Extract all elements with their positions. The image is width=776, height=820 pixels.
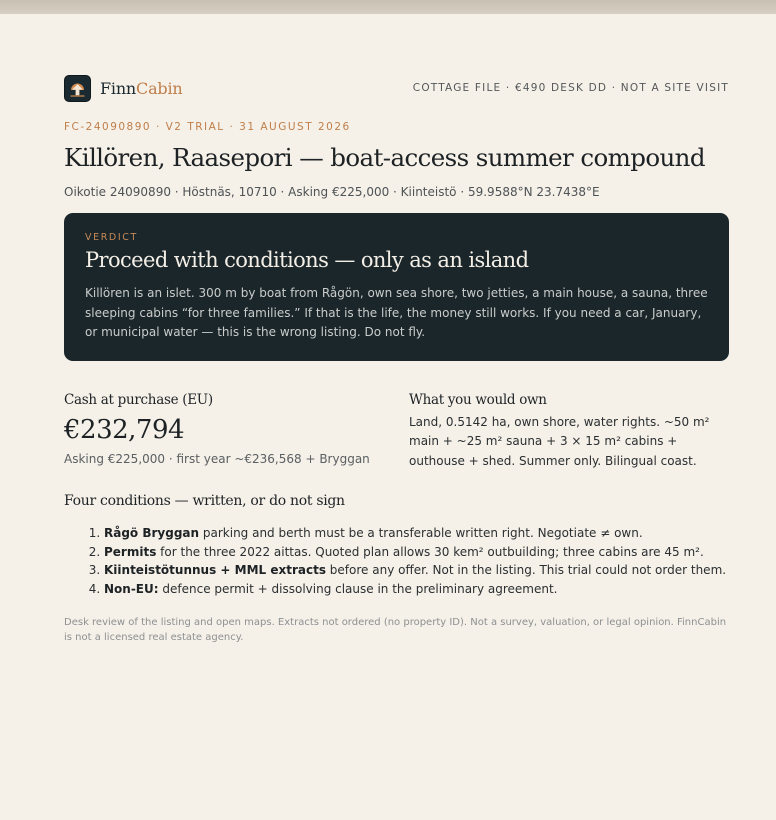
cabin-sunrise-logo-icon bbox=[64, 75, 91, 102]
listing-subline: Oikotie 24090890 · Höstnäs, 10710 · Asking €225,000 · Kiinteistö · 59.9588°N 23.7438°E bbox=[64, 185, 600, 200]
brand[interactable] bbox=[64, 75, 182, 102]
condition-text: for the three 2022 aittas. Quoted plan allows 30 kem² outbuilding; three cabins are 45 m². bbox=[156, 544, 704, 559]
brand-name-part1: Finn bbox=[100, 78, 137, 98]
own-section bbox=[409, 392, 729, 472]
condition-text: defence permit + dissolving clause in the preliminary agreement. bbox=[158, 581, 558, 596]
page-title: Killören, Raasepori — boat-access summer compound bbox=[64, 143, 705, 172]
conditions-heading: Four conditions — written, or do not sign bbox=[64, 493, 345, 510]
verdict-body: Killören is an islet. 300 m by boat from Rågön, own sea shore, two jetties, a main house, a sauna, three sleeping cabins “for three families.” If that is the life, the money still works. If you need a car, January, or municipal water — this is the wrong listing. Do not fly. bbox=[85, 286, 708, 340]
condition-strong: Kiinteistötunnus + MML extracts bbox=[104, 563, 326, 578]
condition-strong: Permits bbox=[104, 544, 157, 559]
header bbox=[64, 74, 729, 102]
cottage-file-page bbox=[64, 14, 729, 645]
condition-strong: Non-EU: bbox=[104, 581, 159, 596]
condition-text: parking and berth must be a transferable written right. Negotiate ≠ own. bbox=[199, 526, 643, 541]
cash-heading: Cash at purchase (EU) bbox=[64, 391, 213, 408]
cash-section bbox=[64, 392, 409, 472]
brand-name bbox=[100, 79, 182, 98]
header-meta: COTTAGE FILE · €490 DESK DD · NOT A SITE VISIT bbox=[412, 82, 729, 94]
condition-item bbox=[104, 580, 729, 599]
file-id-line: FC-24090890 · V2 TRIAL · 31 AUGUST 2026 bbox=[64, 121, 351, 133]
verdict-title: Proceed with conditions — only as an island bbox=[85, 248, 529, 273]
brand-name-part2: Cabin bbox=[136, 78, 183, 98]
top-bar bbox=[0, 0, 776, 14]
condition-text: before any offer. Not in the listing. This trial could not order them. bbox=[325, 563, 727, 578]
condition-item bbox=[104, 524, 729, 543]
footnote-disclaimer: Desk review of the listing and open maps. Extracts not ordered (no property ID). Not a survey, valuation, or legal opinion. FinnCabin is not a licensed real estate agency. bbox=[64, 617, 727, 644]
verdict-label: VERDICT bbox=[85, 232, 138, 244]
cash-amount: €232,794 bbox=[64, 414, 185, 445]
condition-item bbox=[104, 561, 729, 580]
cash-sub: Asking €225,000 · first year ~€236,568 + Bryggan bbox=[64, 451, 370, 466]
condition-strong: Rågö Bryggan bbox=[104, 526, 200, 541]
own-heading: What you would own bbox=[409, 391, 547, 408]
summary-columns bbox=[64, 392, 729, 472]
condition-item bbox=[104, 543, 729, 562]
verdict-card bbox=[64, 213, 729, 361]
conditions-list bbox=[64, 524, 729, 598]
own-body: Land, 0.5142 ha, own shore, water rights. ~50 m² main + ~25 m² sauna + 3 × 15 m² cabins + outhouse + shed. Summer only. Bilingual coast. bbox=[409, 414, 710, 468]
